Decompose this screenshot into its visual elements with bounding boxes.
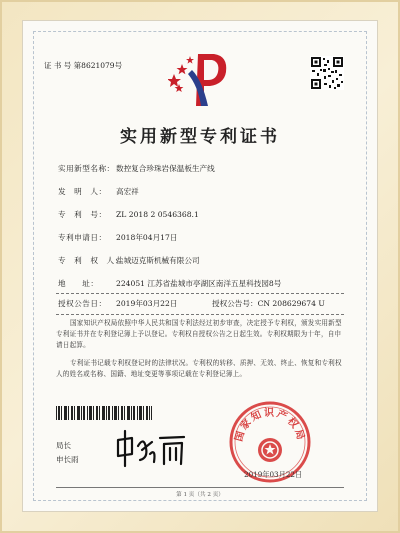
patent-office-emblem-icon <box>168 50 234 108</box>
field-inventor <box>58 186 139 197</box>
certificate-number-value: 第8621079号 <box>73 61 123 70</box>
divider <box>56 293 344 294</box>
footer-divider <box>56 487 344 488</box>
barcode-icon <box>56 406 152 420</box>
field-label: 专 利 号： <box>58 210 107 219</box>
certificate-title: 实用新型专利证书 <box>120 127 280 147</box>
field-value: 224051 江苏省盐城市亭湖区南洋五星科技园8号 <box>116 279 282 288</box>
field-label: 实用新型名称： <box>58 164 115 173</box>
director-title: 局长 <box>56 441 71 450</box>
page-footer: 第 1 页（共 2 页） <box>176 492 224 498</box>
legal-status-paragraph: 专利证书记载专利权登记时的法律状况。专利权的转移、质押、无效、终止、恢复和专利权人的姓名或名称、国籍、地址变更等事项记载在专利登记簿上。 <box>56 359 342 378</box>
certificate-number <box>44 60 122 71</box>
field-patent-number <box>58 209 199 220</box>
field-grant-date <box>58 298 177 309</box>
field-label: 专利申请日： <box>58 233 107 242</box>
svg-text:国家知识产权局: 国家知识产权局 <box>233 408 307 443</box>
field-value: 盐城迈克斯机械有限公司 <box>116 256 200 265</box>
field-value: 2018年04月17日 <box>116 233 178 242</box>
certificate-number-label: 证 书 号 <box>44 61 72 70</box>
grant-statement-paragraph: 国家知识产权局依照中华人民共和国专利法经过初步审查，决定授予专利权，颁发实用新型专利证书并在专利登记簿上予以登记。专利权自授权公告之日起生效。专利权期限为十年，自申请日起算。 <box>56 319 342 349</box>
field-label: 授权公告日： <box>58 299 107 308</box>
field-value: 2019年03月22日 <box>116 299 178 308</box>
qr-code-icon <box>310 56 344 90</box>
field-address <box>58 278 281 289</box>
divider <box>56 314 344 315</box>
field-label: 授权公告号： <box>212 299 258 308</box>
field-label: 地 址： <box>58 279 99 288</box>
field-application-date <box>58 232 177 243</box>
field-utility-model-name <box>58 163 215 174</box>
field-value: 高宏祥 <box>116 187 139 196</box>
field-grant-publication-number <box>212 298 325 309</box>
handwritten-signature <box>112 428 188 470</box>
field-value: ZL 2018 2 0546368.1 <box>116 210 199 219</box>
director-name: 申长雨 <box>56 455 79 464</box>
field-patentee <box>58 255 200 266</box>
field-label: 发 明 人： <box>58 187 107 196</box>
field-value: 数控复合珍珠岩保温板生产线 <box>116 164 215 173</box>
seal-date: 2019年03月22日 <box>244 470 303 479</box>
field-label: 专 利 权 人： <box>58 256 123 265</box>
field-value: CN 208629674 U <box>257 299 325 308</box>
